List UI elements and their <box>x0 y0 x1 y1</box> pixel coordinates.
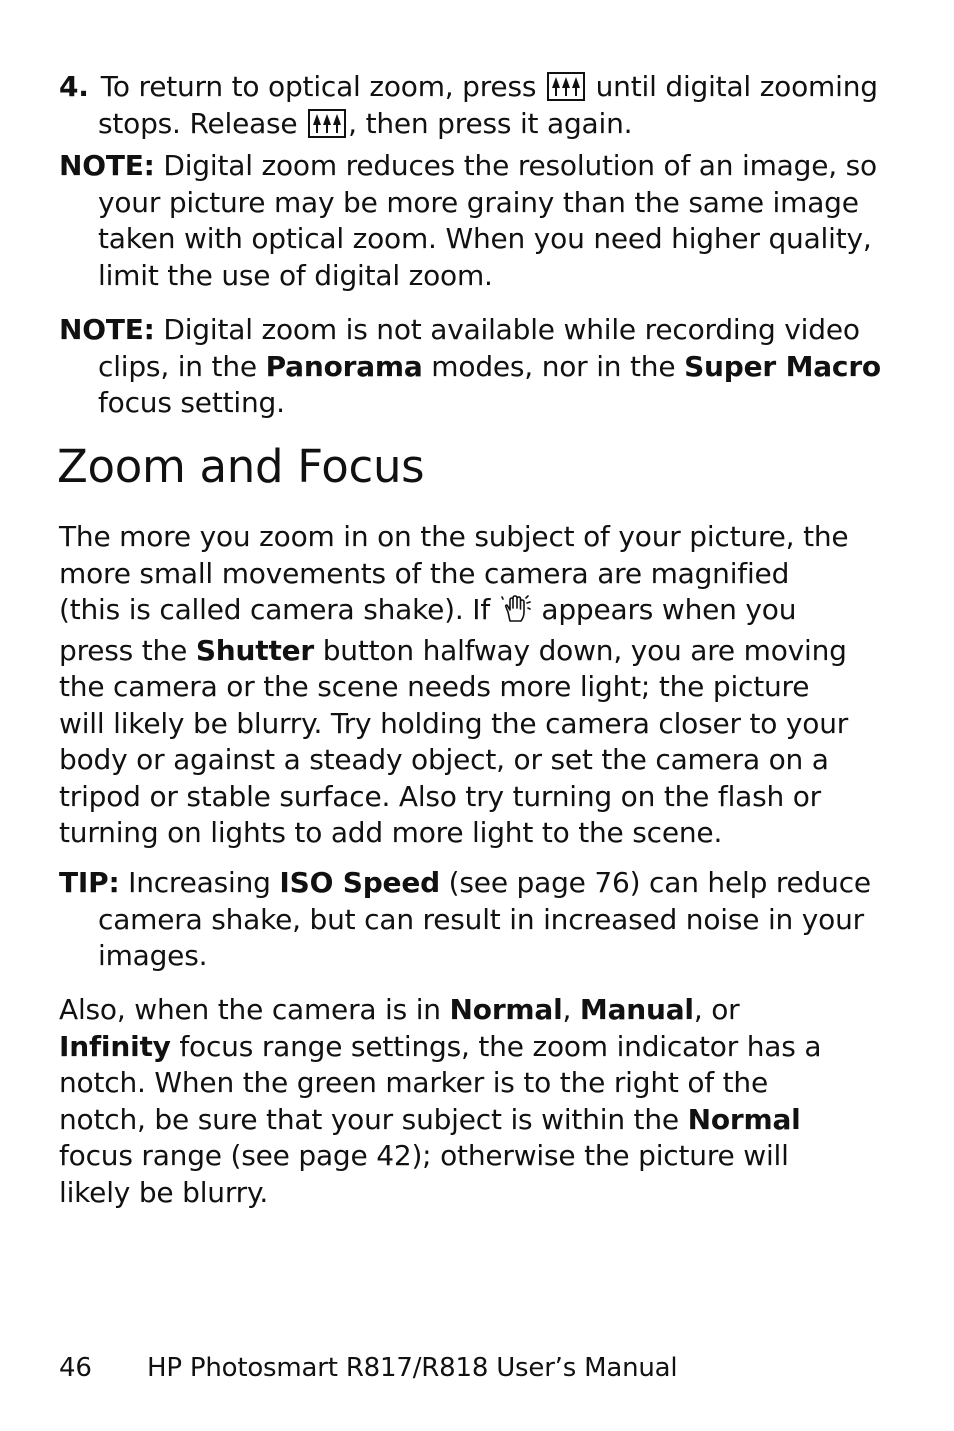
step-number: 4. <box>59 70 89 103</box>
zoom-out-trees-icon <box>308 109 346 138</box>
section-heading: Zoom and Focus <box>57 440 425 493</box>
zoom-out-trees-icon <box>547 72 585 101</box>
note-digital-zoom-resolution: NOTE: Digital zoom reduces the resolution of an image, so your picture may be more grainy than the same image taken with optical zoom. When you need higher quality, limit the use of digital zoom. <box>59 149 877 292</box>
camera-shake-hand-icon <box>501 595 531 633</box>
page-number: 46 <box>59 1353 92 1383</box>
manual-title: HP Photosmart R817/R818 User’s Manual <box>147 1353 678 1383</box>
zoom-indicator-paragraph: Also, when the camera is in Normal, Manual, or Infinity focus range settings, the zoom indicator has a notch. When the green marker is to the right of the notch, be sure that your subject is within the Normal focus range (see page 42); otherwise the picture will likely be blurry. <box>59 993 822 1209</box>
tip-iso-speed: TIP: Increasing ISO Speed (see page 76) can help reduce camera shake, but can result in increased noise in your images. <box>59 866 871 972</box>
step-4: 4. To return to optical zoom, press until digital zooming stops. Release , then press it again. <box>59 70 878 140</box>
page-footer <box>59 1350 677 1386</box>
camera-shake-paragraph: The more you zoom in on the subject of your picture, the more small movements of the camera are magnified (this is called camera shake). If appears when you press the Shutter button halfway down, you are moving the camera or the scene needs more light; the picture will likely be blurry. Try holding the camera closer to your body or against a steady object, or set the camera on a tripod or stable surface. Also try turning on the flash or turning on lights to add more light to the scene. <box>59 520 849 849</box>
note-label: NOTE: <box>59 313 155 346</box>
note-digital-zoom-unavailable: NOTE: Digital zoom is not available while recording video clips, in the Panorama modes, nor in the Super Macro focus setting. <box>59 313 881 419</box>
note-label: NOTE: <box>59 149 155 182</box>
tip-label: TIP: <box>59 866 120 899</box>
